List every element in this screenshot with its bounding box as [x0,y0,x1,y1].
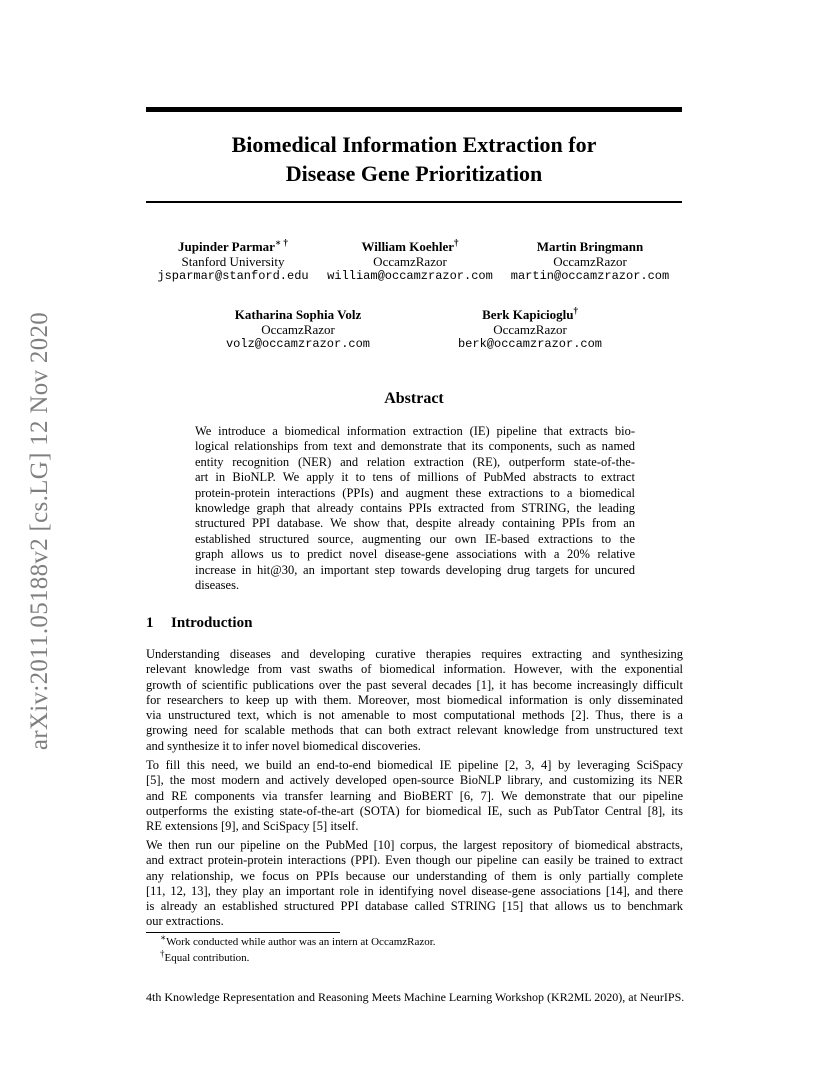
text-line: growing need for scalable methods that can both extract relevant knowledge from unstructured text [146,723,683,738]
author-marks: † [573,305,578,316]
author-affiliation: OccamzRazor [493,322,567,337]
author-affiliation: OccamzRazor [553,254,627,269]
footnote-separator [146,932,340,933]
text-line: increase in hit@30, an important step towards developing drug targets for uncured [195,562,635,577]
footnote-text: Work conducted while author was an intern at OccamzRazor. [166,936,436,948]
title-bottom-rule [146,201,682,203]
text-line: and synthesize it to infer novel biomedical discoveries. [146,738,421,753]
title-line-2: Disease Gene Prioritization [285,161,543,186]
text-line: entity recognition (NER) and relation extraction (RE), outperform state-of-the- [195,454,635,469]
author-marks: † [454,237,459,248]
text-line: RE extensions [9], and SciSpacy [5] itself. [146,819,359,834]
footnote-mark: † [160,948,165,959]
author-block [511,239,669,284]
author-name: Katharina Sophia Volz [234,307,362,322]
section-heading-introduction [146,615,252,632]
text-line: growth of scientific publications over the past several decades [1], it has become increasingly difficult [146,677,683,692]
author-email: berk@occamzrazor.com [457,337,603,351]
workshop-footer: 4th Knowledge Representation and Reasoning Meets Machine Learning Workshop (KR2ML 2020), at NeurIPS. [146,990,685,1004]
author-name: Martin Bringmann [536,239,644,254]
author-email: william@occamzrazor.com [327,269,493,283]
text-line: knowledge graph that already contains PPIs extracted from STRING, the leading [195,501,635,516]
footnote [160,948,250,965]
paper-title [146,130,682,188]
text-line: [11, 12, 13], they play an important role in identifying novel disease-gene associations [14], and there [146,883,683,898]
text-line: any relationship, we focus on PPIs because our understanding of them is only partially complete [146,868,683,883]
text-line: and RE components via transfer learning and BioBERT [6, 7]. We demonstrate that our pipeline [146,788,683,803]
author-block [458,307,602,352]
section-number: 1 [146,615,154,631]
text-line: for researchers to keep up with them. Moreover, most biomedical information is only disseminated [146,692,683,707]
author-email: volz@occamzrazor.com [225,337,371,351]
text-line: is already an established structured PPI database called STRING [15] that allows us to benchmark [146,899,683,914]
author-block [157,239,308,284]
author-name: William Koehler† [361,237,459,254]
text-line: our extractions. [146,914,224,929]
text-line: relevant knowledge from vast swaths of biomedical information. However, with the exponential [146,662,683,677]
section-title: Introduction [171,615,253,631]
text-line: and extract protein-protein interactions (PPI). Even though our pipeline can easily be trained to extract [146,853,683,868]
author-marks: ∗ † [274,237,288,248]
text-line: outperforms the existing state-of-the-art (SOTA) for biomedical IE, such as PubTator Central [8], its [146,803,683,818]
text-line: diseases. [195,578,240,593]
author-affiliation: OccamzRazor [373,254,447,269]
abstract-body [195,424,635,593]
text-line: [5], the most modern and actively developed open-source BioNLP library, and customizing its NER [146,773,683,788]
text-line: structured PPI database. We show that, despite already containing PPIs from an [195,516,635,531]
author-affiliation: Stanford University [181,254,285,269]
text-line: established structured source, augmenting our own IE-based extractions to the [195,531,635,546]
intro-paragraph-3 [146,838,683,930]
text-line: logical relationships from text and demonstrate that its components, such as named [195,439,635,454]
text-line: graph allows us to predict novel disease-gene associations with a 20% relative [195,547,635,562]
abstract-heading: Abstract [384,390,444,407]
author-affiliation: OccamzRazor [261,322,335,337]
author-email: jsparmar@stanford.edu [157,269,309,283]
text-line: Understanding diseases and developing curative therapies requires extracting and synthesizing [146,647,683,661]
intro-paragraph-2 [146,758,683,834]
intro-paragraph-1 [146,647,683,754]
text-line: We introduce a biomedical information extraction (IE) pipeline that extracts bio- [195,424,635,438]
author-email: martin@occamzrazor.com [510,269,670,283]
arxiv-identifier-stamp: arXiv:2011.05188v2 [cs.LG] 12 Nov 2020 [26,311,53,751]
author-block [226,307,370,352]
text-line: via unstructured text, which is not amenable to most computational methods [2]. Thus, there is a [146,708,683,723]
footnote [160,932,436,949]
text-line: protein-protein interactions (PPIs) and augment these extractions to a biomedical [195,485,635,500]
text-line: We then run our pipeline on the PubMed [10] corpus, the largest repository of biomedical abstracts, [146,838,683,852]
title-line-1: Biomedical Information Extraction for [231,132,597,157]
author-name: Jupinder Parmar∗ † [178,237,288,254]
text-line: art in BioNLP. We apply it to tens of millions of PubMed abstracts to extract [195,470,635,485]
text-line: To fill this need, we build an end-to-end biomedical IE pipeline [2, 3, 4] by leveraging SciSpacy [146,758,683,772]
footnote-mark: ∗ [160,932,167,943]
footnote-text: Equal contribution. [164,952,250,964]
author-name: Berk Kapicioglu† [482,305,578,322]
author-block [327,239,493,284]
title-top-rule [146,107,682,112]
